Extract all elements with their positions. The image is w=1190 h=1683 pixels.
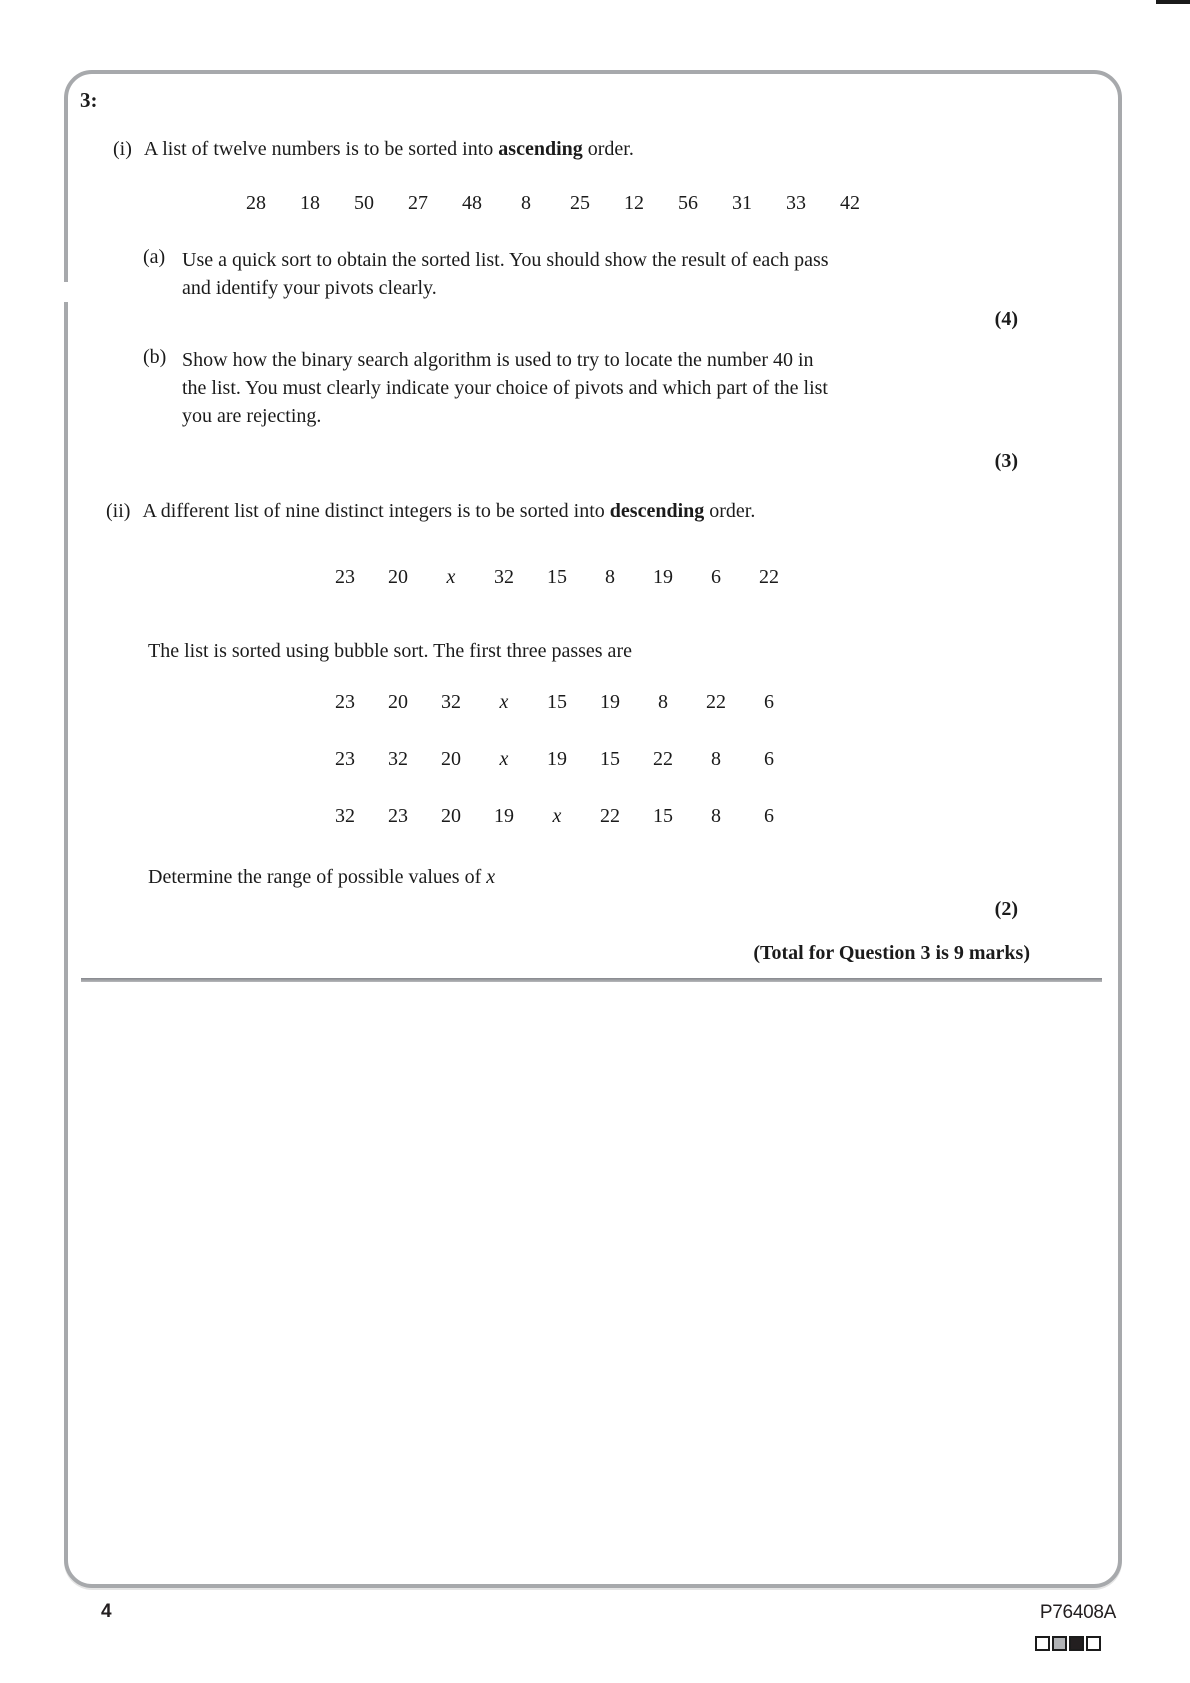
page-number: 4 <box>101 1601 112 1622</box>
number-list-ii <box>330 566 784 589</box>
list-value: 23 <box>335 691 355 713</box>
part-b-label: (b) <box>143 346 167 368</box>
list-value: 19 <box>600 691 620 713</box>
list-value: 12 <box>624 192 644 214</box>
list-value: 23 <box>335 748 355 770</box>
list-value: 20 <box>441 805 461 827</box>
part-i-text: A list of twelve numbers is to be sorted into ascending order. <box>143 138 634 160</box>
list-value: 20 <box>388 691 408 713</box>
list-value: 8 <box>711 748 721 770</box>
list-value: 31 <box>732 192 752 214</box>
list-value: 6 <box>764 805 774 827</box>
list-value: 20 <box>441 748 461 770</box>
list-value: 32 <box>494 566 514 588</box>
determine-text: Determine the range of possible values of x <box>148 866 496 888</box>
bubble-pass-3 <box>330 805 784 828</box>
list-value: 22 <box>706 691 726 713</box>
list-value: 15 <box>547 566 567 588</box>
list-value: 50 <box>354 192 374 214</box>
paper-code: P76408A <box>1039 1602 1116 1623</box>
total-marks-line: (Total for Question 3 is 9 marks) <box>753 942 1030 964</box>
number-list-i <box>240 192 866 215</box>
part-b-text <box>182 346 828 430</box>
list-value: 42 <box>840 192 860 214</box>
marks-part-ii: (2) <box>994 898 1018 920</box>
list-value: 32 <box>441 691 461 713</box>
descending-bold: descending <box>609 500 705 522</box>
list-value: 32 <box>388 748 408 770</box>
part-i-heading <box>113 138 634 161</box>
marks-part-a: (4) <box>994 308 1018 330</box>
list-value: 25 <box>570 192 590 214</box>
page-crop-mark <box>1156 0 1190 4</box>
question-number: 3: <box>80 88 98 112</box>
print-registration-marks <box>1035 1636 1101 1651</box>
part-ii-label: (ii) <box>106 500 131 522</box>
question-divider-line <box>81 978 1102 982</box>
part-a <box>143 246 829 302</box>
list-value: 56 <box>678 192 698 214</box>
list-value: 6 <box>764 691 774 713</box>
list-value-x: x <box>499 691 509 713</box>
list-value: 19 <box>547 748 567 770</box>
list-value: 8 <box>658 691 668 713</box>
list-value: 15 <box>600 748 620 770</box>
part-ii-heading <box>106 500 755 523</box>
part-i-label: (i) <box>113 138 132 160</box>
part-b <box>143 346 828 430</box>
ascending-bold: ascending <box>498 138 583 160</box>
part-a-line2: and identify your pivots clearly. <box>182 277 437 299</box>
list-value-x: x <box>499 748 509 770</box>
list-value: 8 <box>605 566 615 588</box>
list-value: 6 <box>764 748 774 770</box>
list-value: 22 <box>759 566 779 588</box>
reg-square-white-1 <box>1035 1636 1050 1651</box>
list-value: 18 <box>300 192 320 214</box>
part-b-line3: you are rejecting. <box>182 405 322 427</box>
list-value: 23 <box>388 805 408 827</box>
list-value: 22 <box>653 748 673 770</box>
list-value: 33 <box>786 192 806 214</box>
part-a-text <box>182 246 829 302</box>
list-value: 48 <box>462 192 482 214</box>
list-value: 15 <box>547 691 567 713</box>
list-value: 28 <box>246 192 266 214</box>
bubble-pass-2 <box>330 748 784 771</box>
list-value: 19 <box>653 566 673 588</box>
list-value: 8 <box>711 805 721 827</box>
part-b-line1: Show how the binary search algorithm is used to try to locate the number 40 in <box>182 349 814 371</box>
list-value: 20 <box>388 566 408 588</box>
bubble-sort-text: The list is sorted using bubble sort. The first three passes are <box>148 640 632 662</box>
list-value: 19 <box>494 805 514 827</box>
list-value: 8 <box>521 192 531 214</box>
border-gap-artifact <box>61 282 71 302</box>
part-b-line2: the list. You must clearly indicate your choice of pivots and which part of the list <box>182 377 828 399</box>
part-ii-text: A different list of nine distinct integers is to be sorted into descending order. <box>142 500 756 522</box>
list-value-x: x <box>552 805 562 827</box>
list-value-x: x <box>446 566 456 588</box>
list-value: 22 <box>600 805 620 827</box>
reg-square-white-2 <box>1086 1636 1101 1651</box>
part-a-label: (a) <box>143 246 166 268</box>
variable-x: x <box>486 866 496 888</box>
list-value: 32 <box>335 805 355 827</box>
list-value: 15 <box>653 805 673 827</box>
reg-square-black <box>1069 1636 1084 1651</box>
part-a-line1: Use a quick sort to obtain the sorted list. You should show the result of each pass <box>182 249 829 271</box>
list-value: 6 <box>711 566 721 588</box>
reg-square-gray <box>1052 1636 1067 1651</box>
marks-part-b: (3) <box>994 450 1018 472</box>
list-value: 27 <box>408 192 428 214</box>
bubble-pass-1 <box>330 691 784 714</box>
list-value: 23 <box>335 566 355 588</box>
